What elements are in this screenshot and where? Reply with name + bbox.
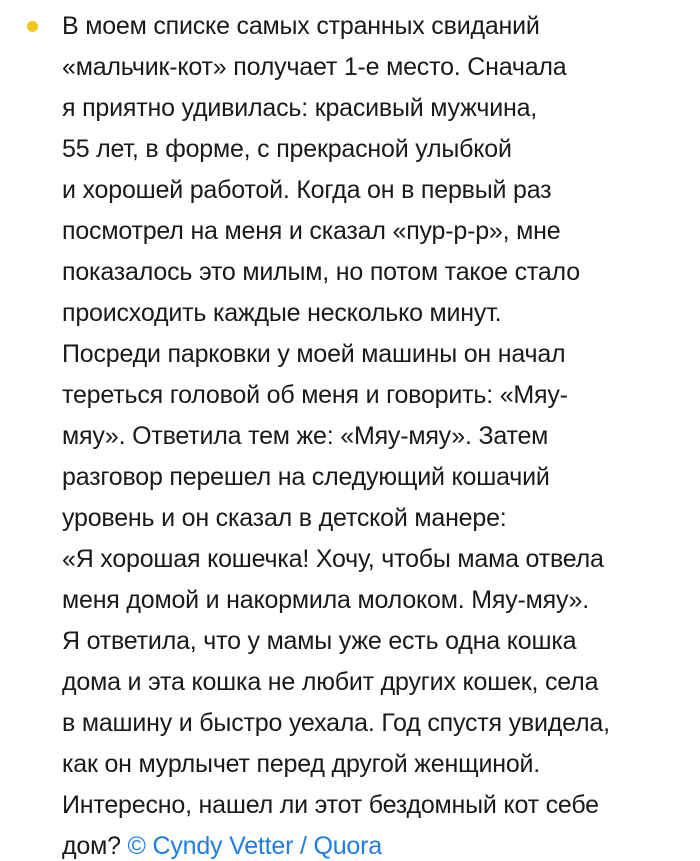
story-line: показалось это милым, но потом такое стало bbox=[62, 258, 580, 286]
source-credit-link[interactable]: © Cyndy Vetter / Quora bbox=[127, 832, 382, 860]
story-line: Посреди парковки у моей машины он начал bbox=[62, 340, 566, 368]
story-line: меня домой и накормила молоком. Мяу-мяу». bbox=[62, 586, 589, 614]
story-line: «Я хорошая кошечка! Хочу, чтобы мама отвела bbox=[62, 545, 604, 573]
bullet-dot-icon bbox=[27, 21, 38, 32]
story-line: В моем списке самых странных свиданий bbox=[62, 12, 540, 40]
story-line: 55 лет, в форме, с прекрасной улыбкой bbox=[62, 135, 512, 163]
story-line: посмотрел на меня и сказал «пур-р-р», мне bbox=[62, 217, 561, 245]
story-line: и хорошей работой. Когда он в первый раз bbox=[62, 176, 552, 204]
story-last-line bbox=[62, 826, 692, 861]
story-line: разговор перешел на следующий кошачий bbox=[62, 463, 550, 491]
story-line: «мальчик-кот» получает 1-е место. Сначала bbox=[62, 53, 567, 81]
story-line-end: дом? bbox=[62, 832, 128, 860]
story-line: тереться головой об меня и говорить: «Мяу- bbox=[62, 381, 568, 409]
story-line: уровень и он сказал в детской манере: bbox=[62, 504, 507, 532]
story-line: дома и эта кошка не любит других кошек, села bbox=[62, 668, 599, 696]
story-line: в машину и быстро уехала. Год спустя увидела, bbox=[62, 709, 610, 737]
story-line: как он мурлычет перед другой женщиной. bbox=[62, 750, 541, 778]
story-line: я приятно удивилась: красивый мужчина, bbox=[62, 94, 538, 122]
story-line: происходить каждые несколько минут. bbox=[62, 299, 502, 327]
story-line: мяу». Ответила тем же: «Мяу-мяу». Затем bbox=[62, 422, 549, 450]
story-line: Интересно, нашел ли этот бездомный кот себе bbox=[62, 791, 599, 819]
story-text bbox=[62, 0, 692, 861]
story-line: Я ответила, что у мамы уже есть одна кошка bbox=[62, 627, 577, 655]
